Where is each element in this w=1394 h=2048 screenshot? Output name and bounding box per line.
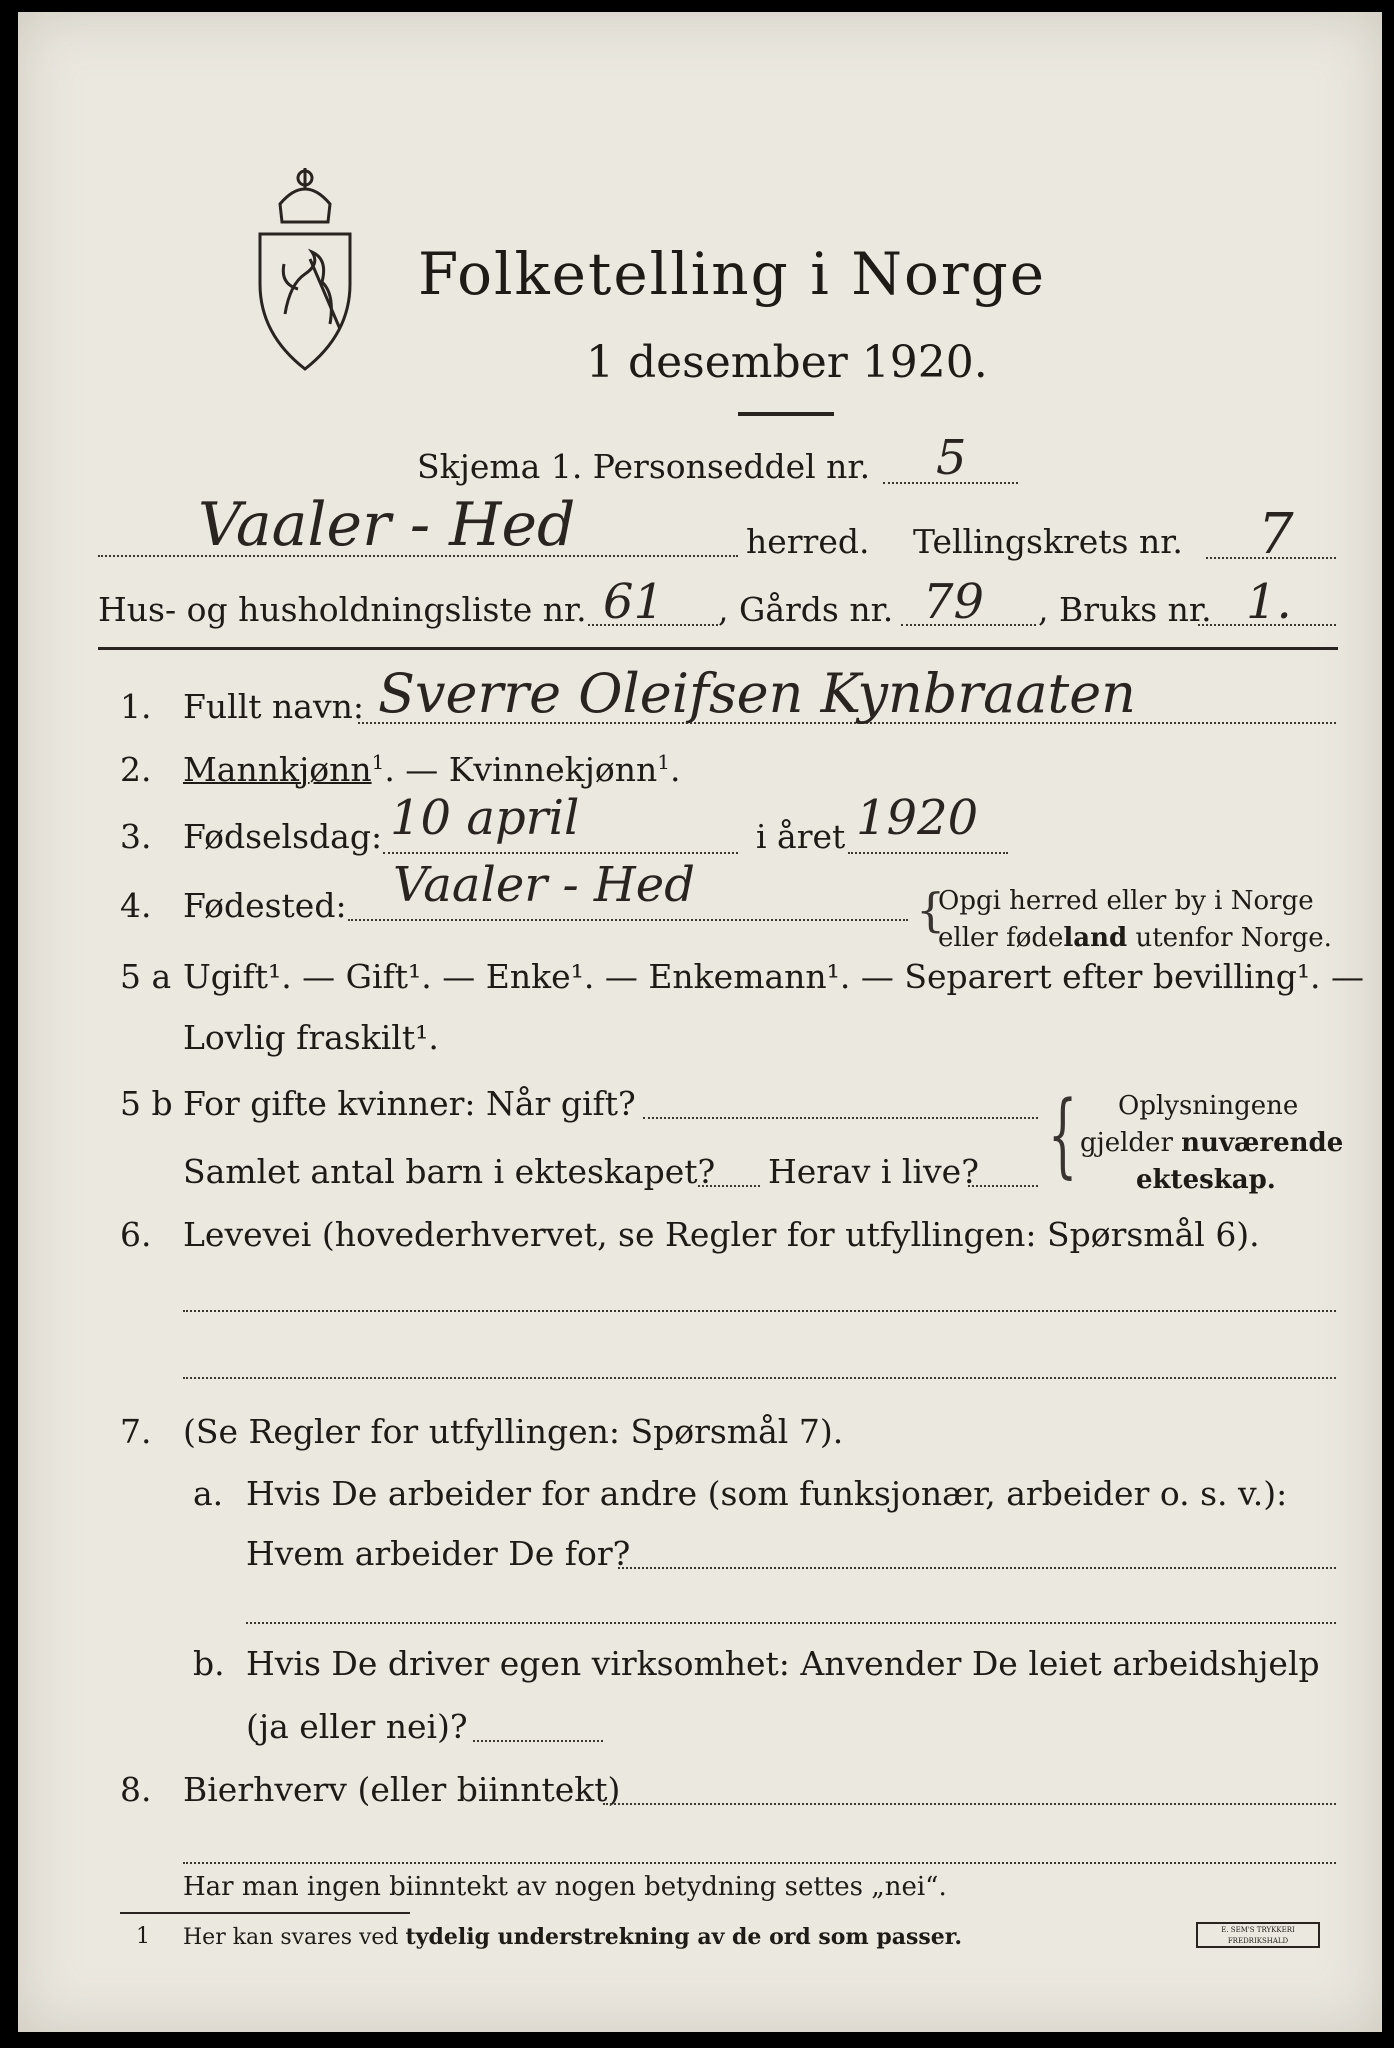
q2-options: [183, 750, 681, 789]
marital-status-options[interactable]: Ugift¹. — Gift¹. — Enke¹. — Enkemann¹. — Separert efter bevilling¹. —: [183, 957, 1365, 996]
q7b-question: Hvis De driver egen virksomhet: Anvender De leiet arbeidshjelp: [246, 1644, 1320, 1683]
title-divider: [738, 412, 834, 416]
tellingskrets-label: Tellingskrets nr.: [913, 522, 1183, 561]
personseddel-value[interactable]: 5: [936, 430, 967, 486]
q8-number: 8.: [120, 1770, 152, 1809]
q4-brace: {: [916, 883, 946, 937]
birthplace-field-line: [348, 919, 908, 921]
full-name-value[interactable]: Sverre Oleifsen Kynbraaten: [378, 662, 1136, 725]
year-value[interactable]: 1920: [856, 790, 979, 846]
q5b-note-line1: Oplysningene: [1118, 1091, 1299, 1121]
q5b-number: 5 b: [120, 1084, 173, 1123]
q1-number: 1.: [120, 687, 152, 726]
tellingskrets-value[interactable]: 7: [1258, 502, 1294, 567]
q6-number: 6.: [120, 1215, 152, 1254]
q5b-note-line2: gjelder nuværende: [1080, 1128, 1344, 1158]
bruks-value[interactable]: 1.: [1246, 574, 1292, 630]
q7a-question: Hvis De arbeider for andre (som funksjonær, arbeider o. s. v.):: [246, 1474, 1288, 1513]
male-option[interactable]: Mannkjønn: [183, 750, 372, 789]
employer-field-line-2[interactable]: [246, 1622, 1336, 1624]
alive-label: Herav i live?: [768, 1152, 979, 1191]
herred-label: herred.: [746, 522, 870, 561]
q3-label: Fødselsdag:: [183, 817, 383, 856]
q7-label: (Se Regler for utfyllingen: Spørsmål 7).: [183, 1412, 844, 1451]
q7-number: 7.: [120, 1412, 152, 1451]
marital-status-divorced[interactable]: Lovlig fraskilt¹.: [183, 1018, 439, 1057]
occupation-field-line-1[interactable]: [183, 1310, 1336, 1312]
alive-field-line: [968, 1185, 1038, 1187]
employer-label: Hvem arbeider De for?: [246, 1534, 631, 1573]
footnote-rule: [120, 1912, 410, 1914]
year-field-line: [848, 852, 1008, 854]
footnote-text: Her kan svares ved tydelig understrekning av de ord som passer.: [183, 1924, 963, 1950]
q1-label: Fullt navn:: [183, 687, 364, 726]
q2-number: 2.: [120, 750, 152, 789]
employer-field-line[interactable]: [618, 1567, 1336, 1569]
occupation-field-line-2[interactable]: [183, 1377, 1336, 1379]
q7a-letter: a.: [193, 1474, 224, 1513]
household-list-value[interactable]: 61: [603, 574, 665, 630]
gards-label: , Gårds nr.: [718, 590, 894, 629]
printer-stamp: E. SEM'S TRYKKERI FREDRIKSHALD: [1196, 1922, 1320, 1948]
gards-value[interactable]: 79: [923, 574, 985, 630]
side-income-field-line[interactable]: [603, 1803, 1336, 1805]
form-title: Folketelling i Norge: [418, 240, 1047, 308]
footnote-mark: 1: [136, 1924, 150, 1949]
q2-footnote-mark-2: 1: [657, 750, 671, 774]
q2-end: .: [670, 750, 681, 789]
q4-number: 4.: [120, 886, 152, 925]
q4-label: Fødested:: [183, 886, 347, 925]
header-rule: [98, 647, 1338, 650]
birthdate-value[interactable]: 10 april: [390, 790, 580, 846]
q5b-note-line3: ekteskap.: [1136, 1165, 1276, 1195]
hired-help-label: (ja eller nei)?: [246, 1707, 468, 1746]
birthplace-value[interactable]: Vaaler - Hed: [393, 857, 695, 913]
female-option[interactable]: . — Kvinnekjønn: [384, 750, 658, 789]
q2-footnote-mark-1: 1: [371, 750, 385, 774]
herred-value[interactable]: Vaaler - Hed: [198, 490, 576, 560]
census-date: 1 desember 1920.: [586, 337, 988, 388]
census-form: [18, 12, 1382, 2032]
married-when-label: For gifte kvinner: Når gift?: [183, 1084, 636, 1123]
q4-note-line1: Opgi herred eller by i Norge: [938, 886, 1314, 916]
schema-label: Skjema 1. Personseddel nr.: [417, 447, 871, 486]
birthdate-field-line: [383, 852, 738, 854]
children-label: Samlet antal barn i ekteskapet?: [183, 1152, 716, 1191]
q8-note: Har man ingen biinntekt av nogen betydning settes „nei“.: [183, 1872, 947, 1902]
side-income-field-line-2[interactable]: [183, 1862, 1336, 1864]
q5a-number: 5 a: [120, 957, 172, 996]
q3-number: 3.: [120, 817, 152, 856]
q4-note-line2: eller fødeland utenfor Norge.: [938, 923, 1332, 953]
q6-label: Levevei (hovederhvervet, se Regler for utfyllingen: Spørsmål 6).: [183, 1215, 1260, 1254]
q5b-brace: {: [1048, 1081, 1078, 1188]
q7b-letter: b.: [193, 1644, 225, 1683]
bruks-label: , Bruks nr.: [1038, 590, 1212, 629]
q8-label: Bierhverv (eller biinntekt): [183, 1770, 621, 1809]
hired-help-field-line[interactable]: [473, 1740, 603, 1742]
married-when-field-line: [643, 1117, 1038, 1119]
coat-of-arms-icon: [250, 164, 360, 374]
year-label: i året: [756, 817, 846, 856]
children-field-line: [698, 1185, 760, 1187]
household-list-label: Hus- og husholdningsliste nr.: [98, 590, 587, 629]
